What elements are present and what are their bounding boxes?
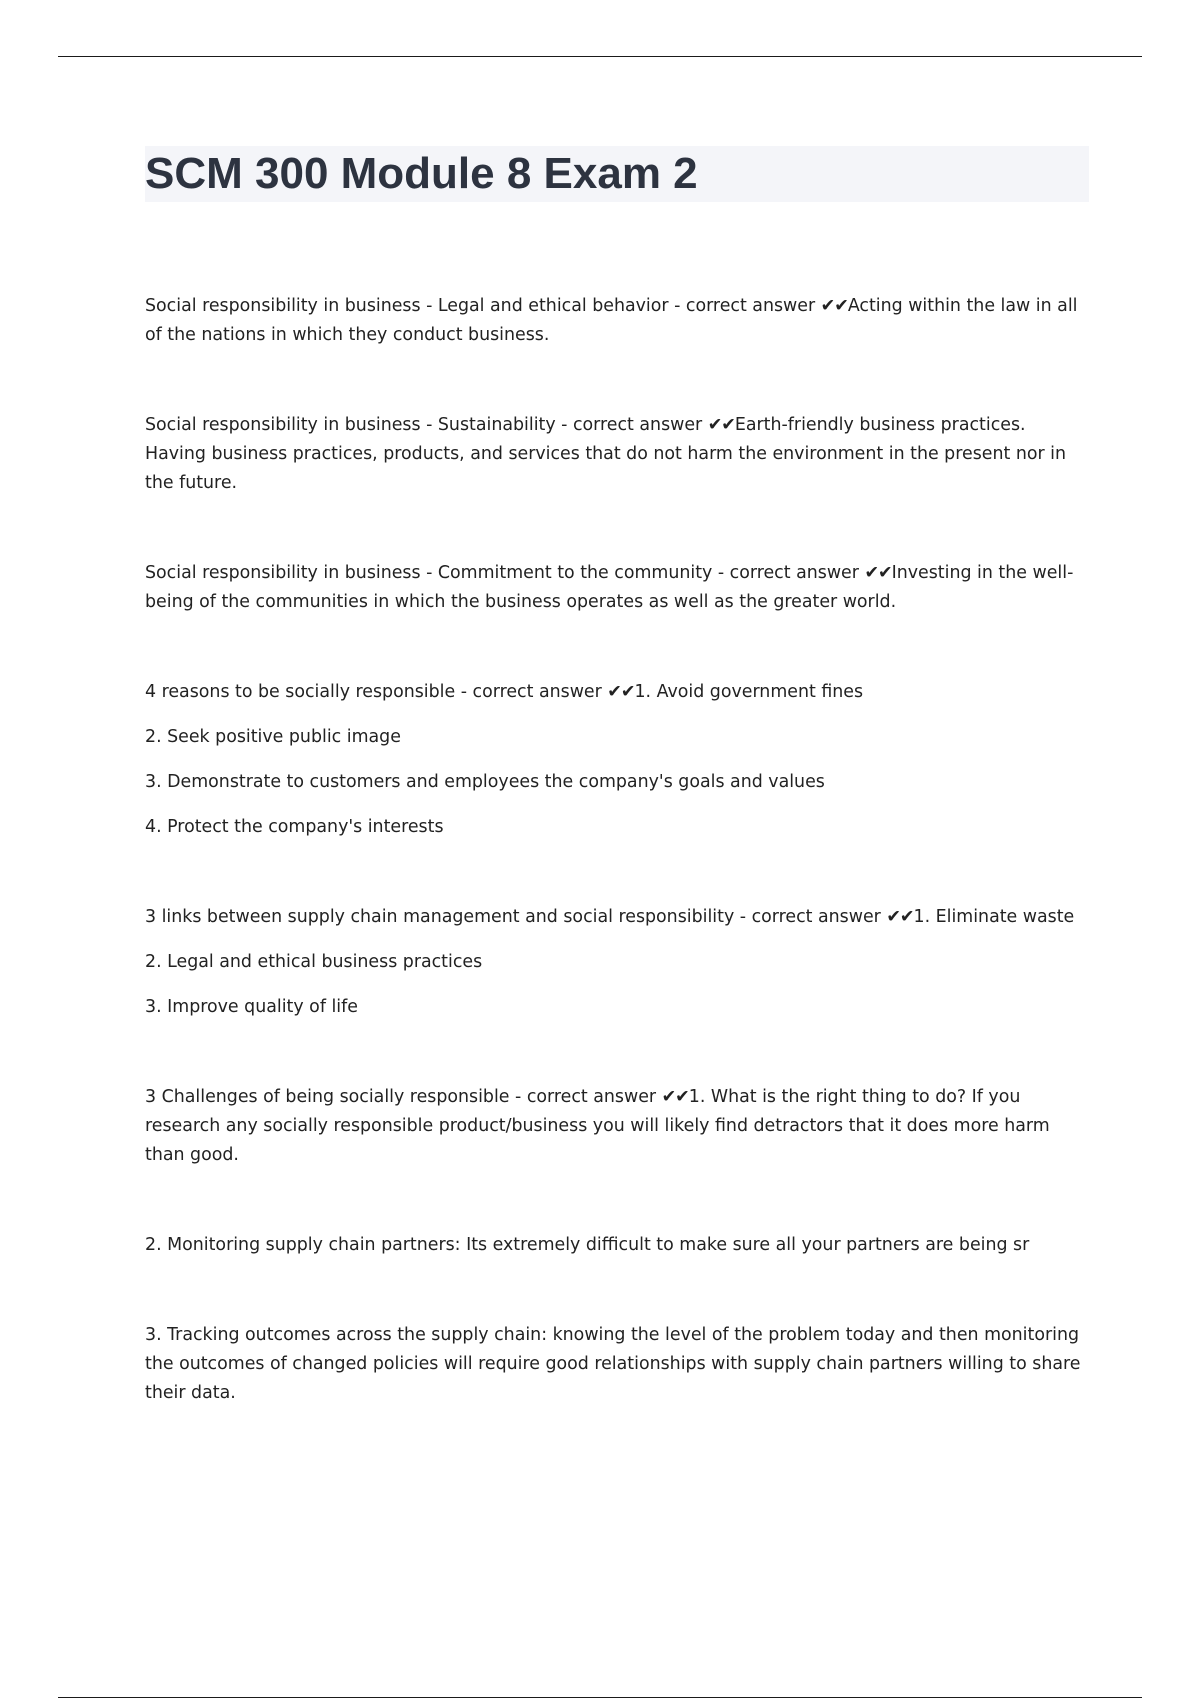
list-item: 2. Legal and ethical business practices bbox=[145, 952, 483, 972]
double-check-icon: ✔✔ bbox=[820, 296, 848, 316]
list-item: 4. Protect the company's interests bbox=[145, 817, 444, 837]
qa-entry-community bbox=[145, 559, 1089, 617]
question-text: 4 reasons to be socially responsible - correct answer bbox=[145, 682, 608, 702]
footer-rule bbox=[58, 1697, 1142, 1698]
question-text: Social responsibility in business - Commitment to the community - correct answer bbox=[145, 563, 865, 583]
header-rule bbox=[58, 56, 1142, 57]
document-body bbox=[145, 292, 1089, 1408]
list-item: 3. Improve quality of life bbox=[145, 997, 358, 1017]
question-text: Social responsibility in business - Sustainability - correct answer bbox=[145, 415, 708, 435]
title-banner bbox=[145, 146, 1089, 202]
page-title: SCM 300 Module 8 Exam 2 bbox=[145, 149, 698, 198]
paragraph-tracking-outcomes: 3. Tracking outcomes across the supply chain: knowing the level of the problem today and then monitoring the outcomes of changed policies will require good relationships with supply chain partners willing to share their data. bbox=[145, 1325, 1081, 1403]
qa-entry-sustainability bbox=[145, 411, 1089, 498]
double-check-icon: ✔✔ bbox=[607, 682, 635, 702]
answer-text: 1. What is the right thing to do? If you research any socially responsible product/business you will likely find detractors that it does more harm than good. bbox=[145, 1087, 1050, 1165]
double-check-icon: ✔✔ bbox=[707, 415, 735, 435]
double-check-icon: ✔✔ bbox=[661, 1087, 689, 1107]
question-text: Social responsibility in business - Legal and ethical behavior - correct answer bbox=[145, 296, 821, 316]
list-item: 3. Demonstrate to customers and employees the company's goals and values bbox=[145, 772, 825, 792]
list-item: 2. Seek positive public image bbox=[145, 727, 401, 747]
answer-text: 1. Eliminate waste bbox=[913, 907, 1075, 927]
paragraph-monitoring-partners: 2. Monitoring supply chain partners: Its extremely difficult to make sure all your partners are being sr bbox=[145, 1235, 1030, 1255]
answer-text: Investing in the well-being of the communities in which the business operates as well as the greater world. bbox=[145, 563, 1074, 612]
double-check-icon: ✔✔ bbox=[864, 563, 892, 583]
answer-text: 1. Avoid government fines bbox=[634, 682, 864, 702]
qa-entry-three-links bbox=[145, 903, 1089, 932]
qa-entry-legal-ethical bbox=[145, 292, 1089, 350]
qa-entry-four-reasons bbox=[145, 678, 1089, 707]
double-check-icon: ✔✔ bbox=[886, 907, 914, 927]
answer-text: Earth-friendly business practices. Having business practices, products, and services that do not harm the environment in the present nor in the future. bbox=[145, 415, 1067, 493]
question-text: 3 Challenges of being socially responsible - correct answer bbox=[145, 1087, 662, 1107]
answer-text: Acting within the law in all of the nations in which they conduct business. bbox=[145, 296, 1078, 345]
qa-entry-challenges bbox=[145, 1083, 1089, 1170]
question-text: 3 links between supply chain management and social responsibility - correct answer bbox=[145, 907, 887, 927]
